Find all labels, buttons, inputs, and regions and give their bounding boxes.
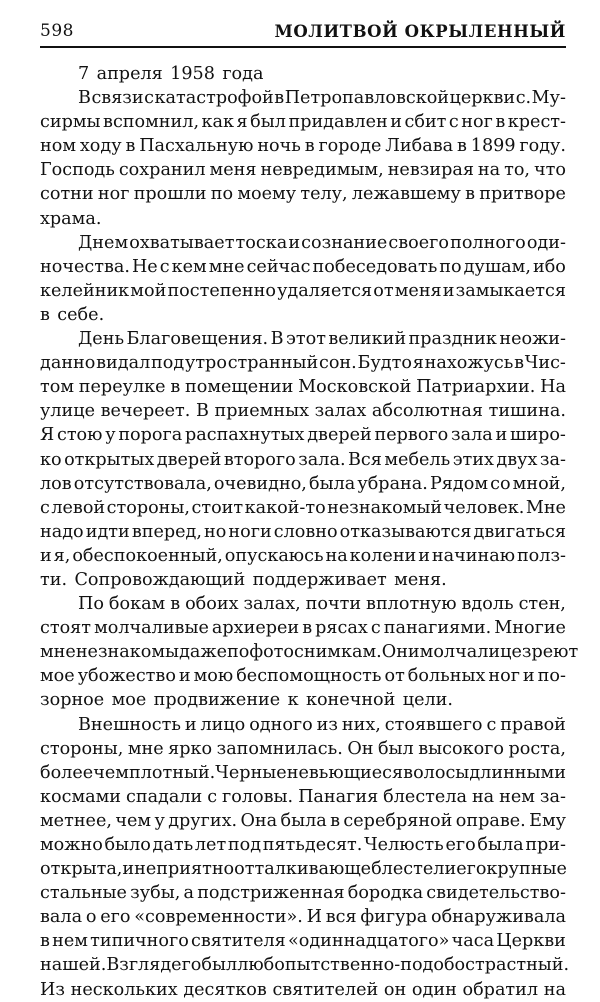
text-line: в себе. — [40, 304, 105, 325]
text-line: Я стою у порога распахнутых дверей первого зала и широ- — [40, 425, 566, 446]
text-line: ном ходу в Пасхальную ночь в городе Либава в 1899 году. — [40, 136, 566, 157]
text-line: По бокам в обоих залах, почти вплотную вдоль стен, — [78, 594, 566, 615]
page-number: 598 — [40, 21, 74, 41]
page-header — [40, 14, 566, 48]
text-line: лов отсутствовала, очевидно, была убрана. Рядом со мной, — [40, 473, 566, 494]
text-line: надо идти вперед, но ноги словно отказываются двигаться — [40, 521, 566, 542]
text-line: в нем типичного святителя «одиннадцатого» часа Церкви — [40, 931, 566, 952]
text-line: космами спадали с головы. Панагия блестела на нем за- — [40, 786, 566, 807]
text-line: с левой стороны, стоит какой-то незнакомый человек. Мне — [40, 497, 566, 518]
text-line: и я, обеспокоенный, опускаюсь на колени и начинаю полз- — [40, 545, 566, 566]
text-line: В связи с катастрофой в Петропавловской церкви с. Му- — [78, 88, 566, 109]
entry-date: 7 апреля 1958 года — [78, 64, 264, 84]
text-line: стоят молчаливые архиереи в рясах с панагиями. Многие — [40, 618, 566, 639]
text-line: Из нескольких десятков святителей он один обратил на — [40, 979, 566, 1000]
running-title: МОЛИТВОЙ ОКРЫЛЕННЫЙ — [274, 22, 566, 41]
text-line: мне незнакомы даже по фотоснимкам. Они молча лицезреют — [40, 642, 579, 663]
text-line: стороны, мне ярко запомнилась. Он был высокого роста, — [40, 738, 566, 759]
text-line: келейник мой постепенно удаляется от меня и замыкается — [40, 280, 566, 301]
text-line: нашей. Взгляд его был любопытственно-подобострастный. — [40, 955, 570, 976]
text-line: Внешность и лицо одного из них, стоявшего с правой — [78, 714, 566, 735]
text-line: мое убожество и мою беспомощность от больных ног и по- — [40, 666, 566, 687]
text-line: ночества. Не с кем мне сейчас побеседовать по душам, ибо — [40, 256, 566, 277]
text-line: открыта, и неприятно отталкивающе блестели его крупные — [40, 859, 567, 880]
text-line: данно видал под утро странный сон. Будто я нахожусь в Чис- — [40, 353, 566, 374]
text-line: ти. Сопровождающий поддерживает меня. — [40, 569, 447, 590]
text-line: можно было дать лет под пятьдесят. Челюсть его была при- — [40, 835, 566, 855]
text-line: улице вечереет. В приемных залах абсолютная тишина. — [40, 401, 566, 422]
text-line: Господь сохранил меня невредимым, невзирая на то, что — [40, 160, 566, 181]
text-line: Днем охватывает тоска и сознание своего полного оди- — [78, 232, 566, 253]
page-body-text — [40, 62, 579, 1002]
text-line: зорное мое продвижение к конечной цели. — [40, 690, 453, 711]
text-line: ко открытых дверей второго зала. Вся мебель этих двух за- — [40, 449, 566, 470]
text-line: День Благовещения. В этот великий праздник неожи- — [78, 329, 566, 350]
text-line: том переулке в помещении Московской Патриархии. На — [40, 377, 566, 398]
text-line: стальные зубы, а подстриженная бородка свидетельство- — [40, 883, 566, 904]
text-line: сирмы вспомнил, как я был придавлен и сбит с ног в крест- — [40, 112, 566, 133]
text-line: более чем плотный. Черные невьющиеся волосы длинными — [40, 762, 566, 783]
text-line: сотни ног прошли по моему телу, лежавшему в притворе — [40, 184, 566, 205]
text-line: метнее, чем у других. Она была в серебряной оправе. Ему — [40, 810, 566, 831]
text-line: вала о его «современности». И вся фигура обнаруживала — [40, 907, 566, 928]
text-line: храма. — [40, 208, 102, 229]
